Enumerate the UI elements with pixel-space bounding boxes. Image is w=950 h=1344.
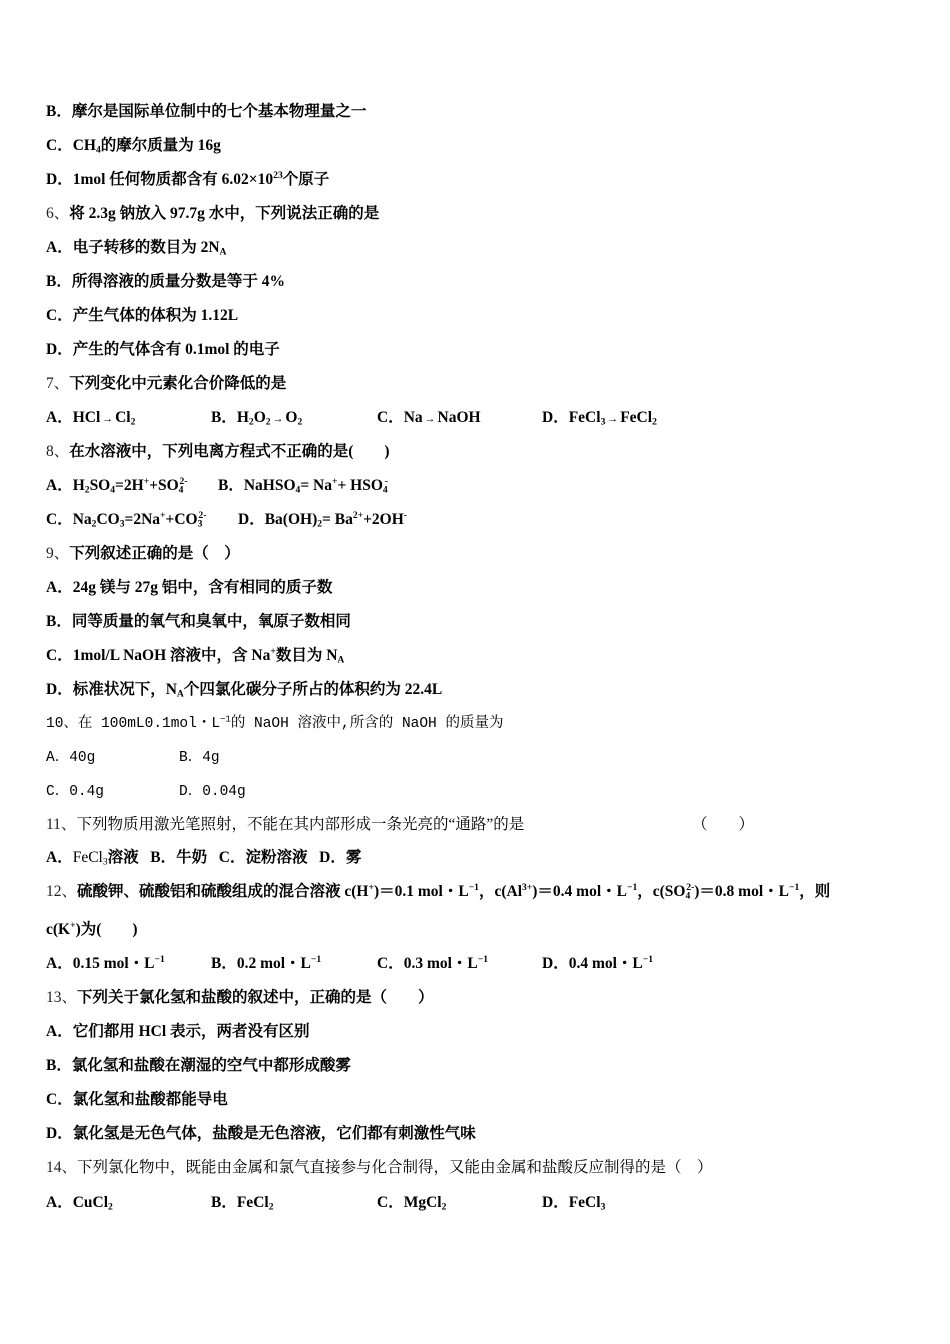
option-label: B． bbox=[150, 849, 177, 866]
unit: mol・L bbox=[103, 955, 155, 972]
unit: mol・L bbox=[591, 955, 643, 972]
subscript: 3 bbox=[119, 518, 125, 530]
option-value: 0.2 bbox=[236, 955, 257, 972]
formula: SO bbox=[89, 477, 111, 494]
option-label: A． bbox=[46, 1194, 73, 1211]
q12-options bbox=[0, 954, 950, 974]
subscript: 2 bbox=[297, 416, 303, 428]
question-text: 下列关于氯化氢和盐酸的叙述中，正确的是（ ） bbox=[77, 989, 434, 1006]
q8-options-cd bbox=[0, 510, 950, 530]
option-label: D． bbox=[179, 784, 203, 800]
subscript: 4 bbox=[178, 484, 184, 496]
option-label: A． bbox=[46, 955, 73, 972]
q14-option-c bbox=[377, 1193, 446, 1213]
option-text: 40g bbox=[69, 750, 96, 766]
q11-option-c bbox=[219, 849, 308, 866]
option-label: C． bbox=[377, 409, 404, 426]
question-number: 10、 bbox=[46, 716, 78, 732]
subscript: A bbox=[219, 246, 227, 258]
question-number: 13、 bbox=[46, 989, 78, 1006]
option-label: D． bbox=[46, 681, 73, 698]
q7-option-c bbox=[377, 408, 481, 429]
superscript: −1 bbox=[154, 954, 165, 966]
option-text: 个原子 bbox=[282, 171, 330, 188]
superscript: + bbox=[270, 646, 276, 658]
q7-option-a bbox=[46, 408, 135, 429]
q10-option-b bbox=[179, 748, 220, 768]
option-text: 雾 bbox=[345, 849, 362, 866]
superscript: −1 bbox=[642, 954, 654, 966]
q9-option-a bbox=[46, 578, 332, 598]
option-label: D． bbox=[542, 409, 569, 426]
q8-option-b bbox=[218, 476, 388, 496]
question-text: c(K bbox=[46, 921, 71, 938]
option-label: D． bbox=[319, 849, 346, 866]
option-label: D． bbox=[542, 955, 569, 972]
option-label: B． bbox=[211, 409, 237, 426]
question-number: 6、 bbox=[46, 205, 70, 222]
option-text: 它们都用 HCl 表示，两者没有区别 bbox=[72, 1023, 310, 1040]
option-label: A． bbox=[46, 409, 73, 426]
option-label: B． bbox=[179, 750, 203, 766]
option-text: 所得溶液的质量分数是等于 4% bbox=[71, 273, 285, 290]
option-text: 电子转移的数目为 2N bbox=[72, 239, 220, 256]
subscript: 2 bbox=[317, 518, 323, 530]
question-number: 8、 bbox=[46, 443, 70, 460]
formula: =2H bbox=[115, 477, 144, 494]
q13-stem bbox=[46, 988, 434, 1008]
superscript: + bbox=[331, 476, 338, 488]
question-text: ，则 bbox=[799, 883, 831, 900]
q13-option-c bbox=[46, 1090, 228, 1110]
option-label: D． bbox=[46, 171, 73, 188]
arrow-icon: → bbox=[272, 413, 284, 425]
option-label: C． bbox=[218, 849, 246, 866]
superscript: −1 bbox=[220, 714, 231, 725]
option-label: B． bbox=[46, 273, 72, 290]
subscript: 3 bbox=[197, 518, 203, 530]
q8-option-a bbox=[46, 476, 187, 496]
formula: = Na bbox=[300, 477, 332, 494]
q13-option-a bbox=[46, 1022, 310, 1042]
subscript: 2 bbox=[652, 416, 657, 428]
option-text: 1mol/L NaOH 溶液中，含 Na bbox=[72, 647, 271, 664]
option-label: D． bbox=[238, 511, 265, 528]
q10-option-d bbox=[179, 782, 246, 802]
question-number: 14、 bbox=[46, 1159, 78, 1176]
q8-stem bbox=[46, 442, 390, 462]
formula: +2OH bbox=[363, 511, 404, 528]
question-text: 将 2.3g 钠放入 97.7g 水中，下列说法正确的是 bbox=[69, 205, 380, 222]
q7-option-d bbox=[542, 408, 657, 429]
formula: Na bbox=[72, 511, 92, 528]
question-text: 硫酸钾、硫酸铝和硫酸组成的混合溶液 c(H bbox=[77, 883, 369, 900]
formula: MgCl bbox=[403, 1194, 442, 1211]
q5-option-c bbox=[46, 136, 221, 156]
q6-option-a bbox=[46, 238, 226, 258]
subscript: 2 bbox=[91, 518, 97, 530]
formula: Na bbox=[403, 409, 423, 426]
option-label: B． bbox=[211, 955, 237, 972]
option-value: 0.15 bbox=[72, 955, 100, 972]
formula: +CO bbox=[165, 511, 198, 528]
superscript: + bbox=[143, 476, 150, 488]
q13-option-d bbox=[46, 1124, 476, 1144]
superscript: 23 bbox=[273, 170, 283, 182]
question-text: )＝0.8 mol・L bbox=[694, 883, 789, 900]
subscript: 2 bbox=[265, 416, 271, 428]
option-label: C． bbox=[46, 307, 73, 324]
q10-option-c bbox=[46, 782, 104, 802]
formula: = Ba bbox=[322, 511, 353, 528]
q11-stem-text bbox=[46, 815, 524, 835]
question-text: 在 100mL0.1mol・L bbox=[77, 716, 221, 732]
subscript: 4 bbox=[295, 484, 301, 496]
option-text: 0.04g bbox=[202, 784, 246, 800]
q14-stem bbox=[46, 1158, 713, 1178]
option-text: 摩尔是国际单位制中的七个基本物理量之一 bbox=[71, 103, 367, 120]
q9-option-b bbox=[46, 612, 351, 632]
q14-option-d bbox=[542, 1193, 605, 1213]
arrow-icon: → bbox=[607, 413, 619, 425]
option-label: A． bbox=[46, 579, 73, 596]
superscript: −1 bbox=[477, 954, 489, 966]
superscript: −1 bbox=[788, 882, 800, 894]
superscript: 2- bbox=[198, 510, 207, 522]
question-number: 7、 bbox=[46, 375, 70, 392]
answer-paren: （ ） bbox=[692, 816, 755, 833]
q12-option-a bbox=[46, 954, 165, 974]
q12-stem bbox=[46, 882, 830, 902]
formula: CO bbox=[96, 511, 120, 528]
superscript: 2- bbox=[179, 476, 188, 488]
q8-option-c bbox=[46, 510, 206, 530]
superscript: + bbox=[368, 882, 374, 894]
question-number: 12、 bbox=[46, 883, 78, 900]
formula: =2Na bbox=[124, 511, 161, 528]
q11-option-d bbox=[319, 849, 361, 866]
subscript: 2 bbox=[248, 416, 254, 428]
option-text: 标准状况下，N bbox=[72, 681, 177, 698]
subscript: 4 bbox=[685, 890, 691, 902]
subscript: A bbox=[176, 688, 184, 700]
subscript: 3 bbox=[600, 416, 606, 428]
q11-options bbox=[46, 848, 361, 868]
formula: FeCl bbox=[568, 1194, 601, 1211]
option-text: 的摩尔质量为 16g bbox=[100, 137, 221, 154]
superscript: + bbox=[70, 920, 76, 932]
option-value: 0.3 bbox=[403, 955, 424, 972]
arrow-icon: → bbox=[102, 413, 114, 425]
question-text: 下列物质用激光笔照射，不能在其内部形成一条光亮的“通路”的是 bbox=[76, 816, 525, 833]
q10-option-a bbox=[46, 748, 95, 768]
question-number: 11、 bbox=[46, 816, 77, 833]
subscript: 4 bbox=[95, 144, 101, 156]
q10-stem bbox=[46, 714, 503, 734]
subscript: 3 bbox=[102, 856, 108, 868]
subscript: 2 bbox=[268, 1201, 274, 1213]
q6-option-c bbox=[46, 306, 238, 326]
option-value: 0.4 bbox=[568, 955, 589, 972]
option-text: 0.4g bbox=[69, 784, 105, 800]
option-label: B． bbox=[218, 477, 244, 494]
q10-options-cd bbox=[0, 782, 950, 802]
question-text: )＝0.4 mol・L bbox=[532, 883, 627, 900]
q12-stem-line2 bbox=[46, 920, 138, 940]
question-text: 在水溶液中，下列电离方程式不正确的是( ) bbox=[69, 443, 390, 460]
formula: + HSO bbox=[337, 477, 383, 494]
option-text: 个四氯化碳分子所占的体积约为 22.4L bbox=[183, 681, 443, 698]
q9-option-d bbox=[46, 680, 442, 700]
superscript: −1 bbox=[468, 882, 479, 894]
option-text: 24g 镁与 27g 铝中，含有相同的质子数 bbox=[72, 579, 333, 596]
formula: FeCl bbox=[568, 409, 601, 426]
question-number: 9、 bbox=[46, 545, 70, 562]
q5-option-d bbox=[46, 170, 329, 190]
q8-option-d bbox=[238, 510, 407, 530]
question-text: )＝0.1 mol・L bbox=[373, 883, 469, 900]
subscript: A bbox=[337, 654, 345, 666]
option-text: 产生的气体含有 0.1mol 的电子 bbox=[72, 341, 280, 358]
unit: mol・L bbox=[426, 955, 478, 972]
q6-option-b bbox=[46, 272, 285, 292]
q11-option-b bbox=[150, 849, 207, 866]
superscript: 2- bbox=[686, 882, 695, 894]
q7-option-b bbox=[211, 408, 302, 429]
formula: H bbox=[72, 477, 85, 494]
formula: HCl bbox=[72, 409, 101, 426]
option-label: A． bbox=[46, 1023, 73, 1040]
formula: NaOH bbox=[437, 409, 481, 426]
q9-stem bbox=[46, 544, 240, 564]
option-label: C． bbox=[46, 784, 70, 800]
option-label: D． bbox=[46, 1125, 73, 1142]
superscript: 2+ bbox=[352, 510, 364, 522]
formula: H bbox=[236, 409, 249, 426]
option-text: 牛奶 bbox=[176, 849, 208, 866]
option-label: B． bbox=[46, 613, 72, 630]
question-text: 的 NaOH 溶液中,所含的 NaOH 的质量为 bbox=[230, 716, 504, 732]
subscript: 2 bbox=[130, 416, 136, 428]
formula: CuCl bbox=[72, 1194, 109, 1211]
subscript: 4 bbox=[110, 484, 116, 496]
unit: mol・L bbox=[260, 955, 311, 972]
superscript: - bbox=[384, 476, 388, 488]
option-label: A． bbox=[46, 239, 73, 256]
option-label: B． bbox=[211, 1194, 237, 1211]
option-label: D． bbox=[46, 341, 73, 358]
q14-option-a bbox=[46, 1193, 113, 1213]
option-text: 氯化氢是无色气体，盐酸是无色溶液，它们都有刺激性气味 bbox=[72, 1125, 476, 1142]
subscript: 4 bbox=[382, 484, 388, 496]
superscript: −1 bbox=[626, 882, 638, 894]
question-text: 下列叙述正确的是（ ） bbox=[69, 545, 240, 562]
q14-option-b bbox=[211, 1193, 274, 1213]
option-label: C． bbox=[46, 511, 73, 528]
option-label: C． bbox=[377, 955, 404, 972]
subscript: 2 bbox=[108, 1201, 113, 1213]
q9-option-c bbox=[46, 646, 344, 666]
question-text: ，c(Al bbox=[478, 883, 522, 900]
subscript: 2 bbox=[441, 1201, 447, 1213]
q11-stem bbox=[0, 815, 950, 835]
option-text: 氯化氢和盐酸都能导电 bbox=[72, 1091, 228, 1108]
option-label: C． bbox=[46, 137, 73, 154]
formula: Ba(OH) bbox=[264, 511, 318, 528]
option-label: C． bbox=[46, 647, 73, 664]
formula: +SO bbox=[149, 477, 179, 494]
option-label: B． bbox=[46, 103, 72, 120]
q8-options-ab bbox=[0, 476, 950, 496]
q6-option-d bbox=[46, 340, 280, 360]
option-label: A． bbox=[46, 477, 73, 494]
formula: O bbox=[285, 409, 298, 426]
option-text: 4g bbox=[202, 750, 220, 766]
question-text: 下列氯化物中，既能由金属和氯气直接参与化合制得，又能由金属和盐酸反应制得的是（ ） bbox=[77, 1159, 713, 1176]
q6-stem bbox=[46, 204, 379, 224]
option-label: A． bbox=[46, 750, 70, 766]
q7-stem bbox=[46, 374, 286, 394]
option-label: C． bbox=[377, 1194, 404, 1211]
q12-option-d bbox=[542, 954, 653, 974]
formula: Cl bbox=[115, 409, 131, 426]
formula: FeCl bbox=[72, 849, 103, 866]
q12-option-b bbox=[211, 954, 321, 974]
question-text: ，c(SO bbox=[637, 883, 686, 900]
formula: FeCl bbox=[620, 409, 653, 426]
q7-options bbox=[0, 408, 950, 428]
option-text: 淀粉溶液 bbox=[245, 849, 308, 866]
option-label: B． bbox=[46, 1057, 72, 1074]
option-text: 产生气体的体积为 1.12L bbox=[72, 307, 239, 324]
question-text: 下列变化中元素化合价降低的是 bbox=[69, 375, 287, 392]
formula: FeCl bbox=[236, 1194, 269, 1211]
q5-option-b bbox=[46, 102, 366, 122]
option-text: 氯化氢和盐酸在潮湿的空气中都形成酸雾 bbox=[71, 1057, 351, 1074]
superscript: - bbox=[403, 510, 407, 522]
option-text: 数目为 N bbox=[275, 647, 338, 664]
question-text: )为( ) bbox=[75, 921, 138, 938]
q14-options bbox=[0, 1193, 950, 1213]
option-label: D． bbox=[542, 1194, 569, 1211]
q12-option-c bbox=[377, 954, 488, 974]
superscript: + bbox=[160, 510, 166, 522]
subscript: 3 bbox=[600, 1201, 606, 1213]
option-label: C． bbox=[46, 1091, 73, 1108]
option-text: 溶液 bbox=[107, 849, 139, 866]
option-text: 1mol 任何物质都含有 6.02×10 bbox=[72, 171, 274, 188]
formula: CH bbox=[72, 137, 96, 154]
q13-option-b bbox=[46, 1056, 351, 1076]
formula: NaHSO bbox=[243, 477, 296, 494]
superscript: −1 bbox=[310, 954, 322, 966]
q10-options-ab bbox=[0, 748, 950, 768]
superscript: 3+ bbox=[522, 882, 533, 894]
formula: O bbox=[253, 409, 266, 426]
q11-option-a bbox=[46, 849, 139, 866]
option-label: A． bbox=[46, 849, 73, 866]
arrow-icon: → bbox=[424, 413, 436, 425]
subscript: 2 bbox=[84, 484, 90, 496]
option-text: 同等质量的氧气和臭氧中，氧原子数相同 bbox=[71, 613, 351, 630]
